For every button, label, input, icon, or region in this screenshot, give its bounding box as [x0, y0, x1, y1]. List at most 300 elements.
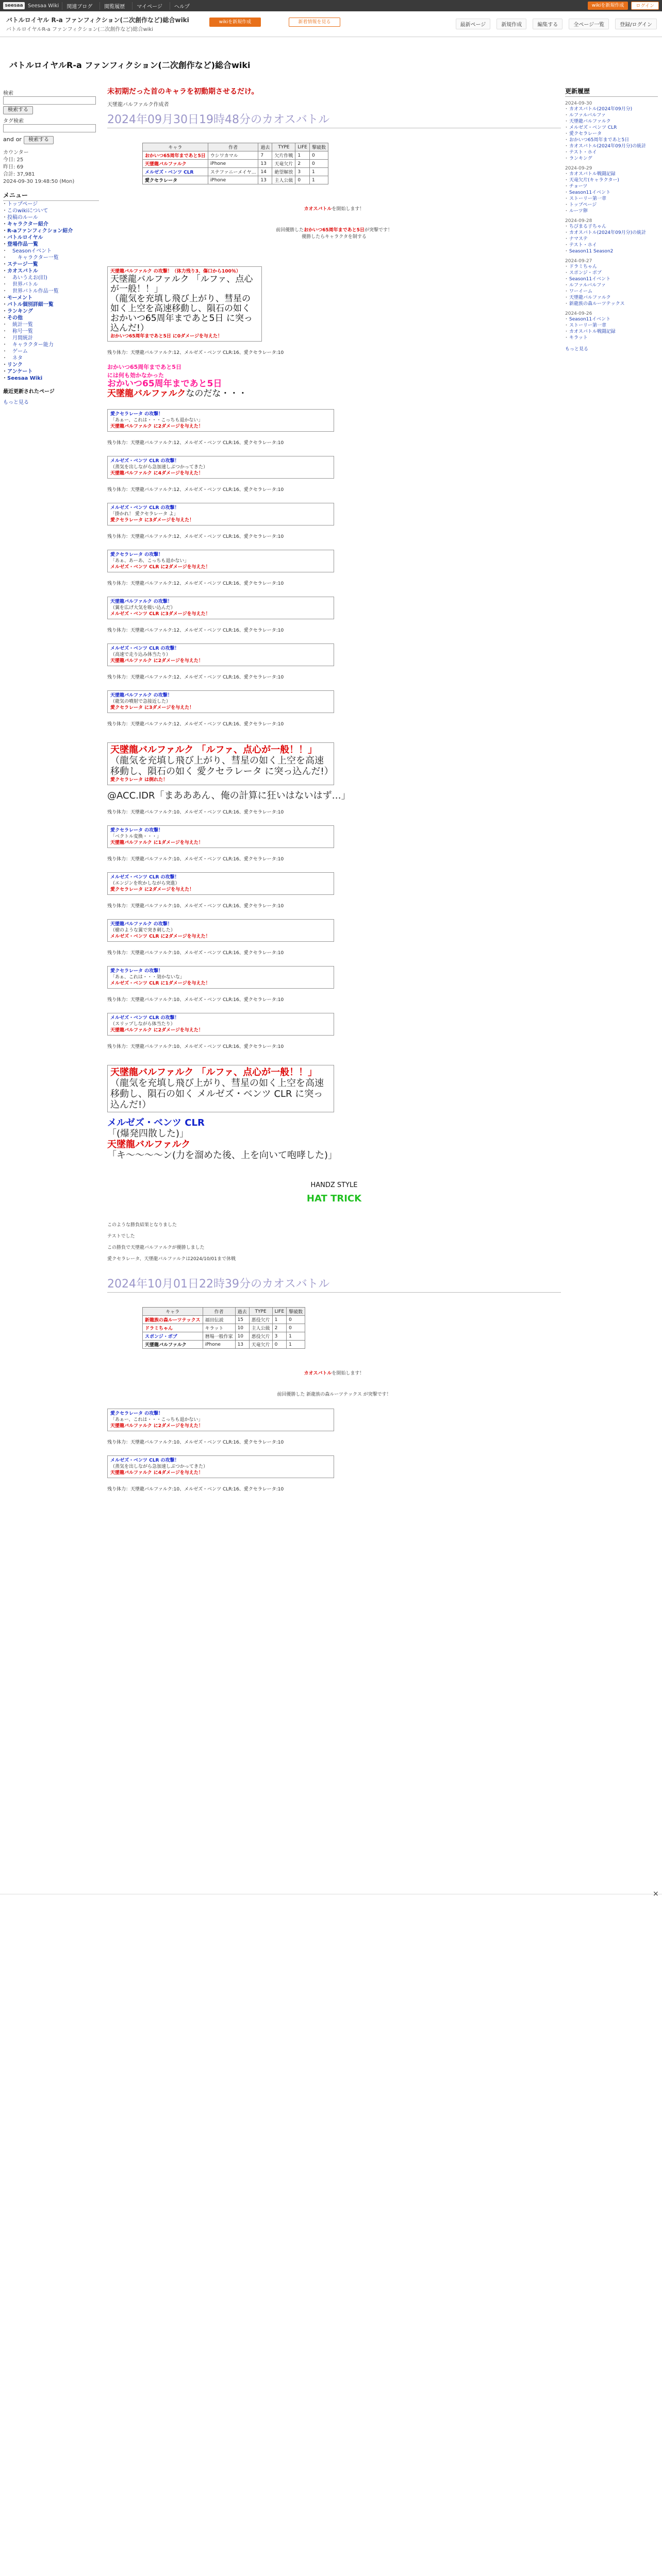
log-text: [108, 967, 213, 988]
recent-pages-heading: 最近更新されたページ: [3, 389, 55, 395]
remaining-hp: 残り体力：天墜龍バルファルク:12、メルゼズ・ベンツ CLR:16、愛クセラレータ:10: [107, 628, 284, 633]
log-quote: （翼を広げ大気を吸い込んだ）: [110, 605, 176, 611]
header-news-button[interactable]: 新着情報を見る: [289, 18, 340, 27]
table-cell: 0: [309, 160, 328, 168]
table-row: [143, 1316, 305, 1324]
start-label-2[interactable]: カオスバトル: [304, 1371, 332, 1376]
menu-item[interactable]: ・ キャラクター紹介: [3, 221, 99, 228]
log-text: [108, 1065, 334, 1112]
update-item[interactable]: ・ カオスバトル(2024年09月分)の統計: [565, 143, 658, 149]
update-item[interactable]: ・ Season11イベント: [565, 316, 658, 323]
menu-item[interactable]: ・ アンケート: [3, 368, 99, 375]
log-damage: 天墜龍バルファルク に4ダメージを与えた！: [110, 471, 203, 476]
log-attacker: 天墜龍バルファルク の攻撃！: [110, 599, 172, 604]
log-text: [108, 1013, 206, 1035]
menu-item[interactable]: ・ ランキング: [3, 308, 99, 315]
menu-item[interactable]: ・ トップページ: [3, 201, 99, 208]
attack-log: [107, 503, 334, 526]
log-row: [108, 826, 334, 848]
table-cell: 0: [309, 151, 328, 160]
pink-big: [107, 379, 561, 389]
and-radio-label[interactable]: and: [3, 136, 14, 143]
log-row: [108, 1065, 334, 1112]
update-item[interactable]: ・ ストーリー第一章: [565, 323, 658, 329]
log-text: [108, 826, 206, 848]
update-date: 2024-09-27: [565, 259, 592, 264]
log-damage: メルゼズ・ベンツ CLR に2ダメージを与えた！: [110, 934, 210, 939]
battle1-title: 2024年09月30日19時48分のカオスバトル: [107, 111, 561, 128]
update-item[interactable]: ・ 天墜龍バルファルク: [565, 295, 658, 301]
log-text: [108, 597, 213, 619]
table-cell: 10: [235, 1332, 249, 1341]
log-row: [108, 920, 334, 941]
attack-log: [107, 690, 334, 713]
log-quote: （蒸気を出しながら急加速しぶつかってきた）: [110, 1464, 208, 1469]
col-past: 過去: [235, 1308, 249, 1316]
nav-all-pages[interactable]: 全ページ一覧: [569, 19, 609, 29]
update-date: 2024-09-28: [565, 218, 592, 224]
log1-line0: 天墜龍バルファルク の攻撃！（体力残り3、傷口から100％）: [110, 269, 241, 274]
start-label[interactable]: カオスバトル: [304, 207, 332, 212]
menu-item[interactable]: ・ バトルロイヤル: [3, 234, 99, 241]
log-damage: 天墜龍バルファルク に2ダメージを与えた！: [110, 1423, 203, 1429]
attack-logs: [107, 409, 561, 727]
menu-item[interactable]: ・ リンク: [3, 362, 99, 368]
note1-chara: おかいつ65周年まであと5日: [304, 228, 365, 233]
counter-total: 合計: 37,981: [3, 172, 35, 177]
log-text: [108, 503, 196, 525]
pink-message: [107, 363, 561, 399]
finish1-a: 天墜龍バルファルク 「ルファ、点心が一般！！」: [110, 744, 318, 755]
menu-item[interactable]: ・ Seesaa Wiki: [3, 375, 99, 382]
update-item[interactable]: ・ トップページ: [565, 202, 658, 208]
log-text: [108, 920, 213, 941]
update-item[interactable]: ・ カオスバトル(2024年09月分): [565, 106, 658, 112]
table-cell: ステファニーメイヤ...: [208, 168, 258, 176]
counter-yesterday: 昨日: 69: [3, 164, 24, 170]
log-damage: 愛クセラレータ に3ダメージを与えた！: [110, 518, 194, 523]
attack-log: [107, 550, 334, 572]
log1-line1: 天墜龍バルファルク 「ルファ、点心が一般！！」: [110, 274, 253, 294]
menu-item[interactable]: ・ キャラクター能力: [3, 342, 99, 348]
log-row: [108, 503, 334, 525]
login-button[interactable]: ログイン: [631, 2, 659, 10]
counter-date: 2024-09-30 19:48:50 (Mon): [3, 179, 75, 184]
site-title[interactable]: バトルロイヤル R-a ファンフィクション(二次創作など)総合wiki: [6, 16, 189, 24]
table-cell: 1: [272, 1316, 287, 1324]
log-row: [108, 597, 334, 619]
left-sidebar: [3, 87, 99, 405]
update-item[interactable]: ・ テスト・ホイ: [565, 149, 658, 156]
update-item[interactable]: ・ Season11イベント: [565, 276, 658, 282]
counter-heading: カウンター: [3, 150, 29, 156]
update-item[interactable]: ・ 愛クセラレータ: [565, 131, 658, 137]
search-input[interactable]: [3, 96, 96, 105]
remaining-hp: 残り体力：天墜龍バルファルク:10、メルゼズ・ベンツ CLR:16、愛クセラレータ:10: [107, 1044, 284, 1049]
log-row: [108, 410, 334, 431]
update-item[interactable]: ・ 新龍族の森ルーツテックス: [565, 301, 658, 307]
table-cell: 3: [272, 1332, 287, 1341]
tag-search-input[interactable]: [3, 124, 96, 132]
table-cell: 0: [272, 1341, 287, 1349]
update-item[interactable]: ・ ルファルバルファ: [565, 112, 658, 118]
table-cell[interactable]: 新龍族の森ルーツテックス: [143, 1316, 203, 1324]
header-nav: [456, 19, 657, 29]
update-item[interactable]: ・ チョーツ: [565, 183, 658, 190]
menu-item[interactable]: ・ このwikiについて: [3, 208, 99, 214]
battle2-title: 2024年10月01日22時39分のカオスバトル: [107, 1275, 561, 1293]
log-attacker: メルゼズ・ベンツ CLR の攻撃！: [110, 1015, 179, 1021]
table-cell[interactable]: スポンジ・ボブ: [143, 1332, 203, 1341]
table-cell: 主人公級: [249, 1324, 272, 1332]
update-list: [565, 106, 658, 162]
top-tab-1[interactable]: 閲覧履歴: [100, 2, 129, 10]
finish2-e: 天墜龍バルファルク: [107, 1139, 191, 1150]
table-cell[interactable]: 天墜龍バルファルク: [143, 1341, 203, 1349]
nav-edit[interactable]: 編集する: [533, 19, 562, 29]
update-item[interactable]: ・ 天墜龍バルファルク: [565, 118, 658, 125]
battle2-start-text: [107, 1369, 561, 1376]
log-attacker: メルゼズ・ベンツ CLR の攻撃！: [110, 459, 179, 464]
menu-item[interactable]: ・ あいうえお(旧): [3, 275, 99, 281]
table-header-row: [143, 1308, 305, 1316]
log-quote: （龍気の噴射で急接近した）: [110, 699, 171, 704]
search-button[interactable]: 検索する: [3, 106, 33, 114]
table-cell: 1: [309, 168, 328, 176]
page-intro: 未初期だった首のキャラを初動期させるだけ。: [107, 88, 259, 96]
log-quote: 「あぁー、これは・・・こっちも退かない」: [110, 418, 203, 423]
update-item[interactable]: ・ ストーリー第一章: [565, 196, 658, 202]
update-item[interactable]: ・ ルーツ卵: [565, 208, 658, 214]
menu-item[interactable]: ・ 統計一覧: [3, 321, 99, 328]
recent-pages-more-link[interactable]: もっと見る: [3, 400, 29, 405]
table-cell: 暦場一般作家: [203, 1332, 235, 1341]
nav-new-page[interactable]: 新規作成: [496, 19, 526, 29]
attack-log: [107, 409, 334, 432]
table-cell: 1: [287, 1341, 305, 1349]
table-header-row: [143, 143, 328, 151]
update-item[interactable]: ・ ランキング: [565, 156, 658, 162]
table-cell[interactable]: ドラミちゃん: [143, 1324, 203, 1332]
col-type: TYPE: [249, 1308, 272, 1316]
menu-item[interactable]: ・ 投稿のルール: [3, 214, 99, 221]
log-row: [108, 1409, 334, 1431]
log-quote: 「あぁー、これは・・・こっちも退かない」: [110, 1417, 203, 1422]
close-icon[interactable]: ×: [653, 1890, 659, 1898]
menu-item[interactable]: ・ カオスバトル: [3, 268, 99, 275]
log-text: [108, 550, 213, 572]
table-cell: 0: [287, 1316, 305, 1324]
col-life: LIFE: [295, 143, 310, 151]
log-row: [108, 1456, 334, 1478]
col-chara: キャラ: [143, 143, 208, 151]
log-attacker: 愛クセラレータ の攻撃！: [110, 828, 163, 833]
update-list: [565, 264, 658, 307]
menu-item[interactable]: ・ 世界バトル作品一覧: [3, 288, 99, 295]
update-item[interactable]: ・ ちびまる子ちゃん: [565, 224, 658, 230]
col-chara: キャラ: [143, 1308, 203, 1316]
finish2-box: [107, 1065, 334, 1112]
remaining-hp: 残り体力：天墜龍バルファルク:12、メルゼズ・ベンツ CLR:16、愛クセラレータ:10: [107, 722, 284, 727]
update-item[interactable]: ・ 天竜欠片(キャラクター): [565, 177, 658, 183]
top-tab-3[interactable]: ヘルプ: [170, 2, 194, 10]
wiki-title[interactable]: バトルロイヤルR-a ファンフィクション(二次創作など)総合wiki: [9, 60, 251, 70]
log-text: [108, 456, 210, 478]
finish1-box: [107, 742, 334, 785]
table-cell: 福田伝説: [203, 1316, 235, 1324]
log-quote: （蒸気を出しながら急加速しぶつかってきた）: [110, 465, 208, 470]
header-create-wiki-button[interactable]: wikiを新規作成: [209, 18, 261, 27]
table-row: [143, 1332, 305, 1341]
top-tab-2[interactable]: マイページ: [132, 2, 167, 10]
top-tab-0[interactable]: 関連ブログ: [62, 2, 96, 10]
finish2-a: 天墜龍バルファルク 「ルファ、点心が一般！！」: [110, 1067, 318, 1078]
table-row: [143, 168, 328, 176]
update-item[interactable]: ・ カオスバトル戦闘記録: [565, 329, 658, 335]
create-wiki-button[interactable]: wikiを新規作成: [588, 2, 628, 10]
remaining-hp: 残り体力：天墜龍バルファルク:12、メルゼズ・ベンツ CLR:16、愛クセラレータ:10: [107, 534, 284, 539]
log-row: [108, 644, 334, 666]
log-damage: 天墜龍バルファルク に2ダメージを与えた！: [110, 1028, 203, 1033]
menu-item[interactable]: ・ R-aファンフィクション紹介: [3, 228, 99, 234]
remaining-hp: 残り体力：天墜龍バルファルク:10、メルゼズ・ベンツ CLR:16、愛クセラレータ:10: [107, 1440, 284, 1445]
log-damage: 天墜龍バルファルク に2ダメージを与えた！: [110, 658, 203, 664]
table-cell: 絶望解放: [272, 168, 295, 176]
menu-item[interactable]: ・ キャラクター一覧: [3, 255, 99, 261]
log-damage: 愛クセラレータ に3ダメージを与えた！: [110, 705, 194, 710]
battle1-rows: [143, 151, 328, 184]
table-cell[interactable]: 天墜龍バルファルク: [143, 160, 208, 168]
recent-updates-list: [565, 101, 658, 341]
log-quote: （スリップしながら体当たり）: [110, 1022, 175, 1027]
log-damage: 天墜龍バルファルク に4ダメージを与えた！: [110, 1470, 203, 1476]
finish1-b: （龍気を充填し飛び上がり、彗星の如く上空を高速移動し、隕石の如く 愛クセラレータ に突っ込んだ!）: [110, 755, 334, 777]
battle2-note: 前回優勝した 新龍族の森ルーツテックス が突撃です！: [277, 1392, 391, 1397]
table-row: [143, 176, 328, 184]
update-item[interactable]: ・ Season11イベント: [565, 190, 658, 196]
site-subtitle: バトルロイヤルR-a ファンフィクション(二次創作など)総合wiki: [6, 27, 153, 32]
log-attacker: 愛クセラレータ の攻撃！: [110, 412, 163, 417]
table-cell: iPhone: [203, 1341, 235, 1349]
log-text: [108, 873, 196, 894]
log-attacker: メルゼズ・ベンツ CLR の攻撃！: [110, 875, 179, 880]
update-item[interactable]: ・ Season11 Season2: [565, 248, 658, 255]
table-cell: 7: [258, 151, 272, 160]
nav-register-login[interactable]: 登録/ログイン: [615, 19, 657, 29]
update-item[interactable]: ・ カオスバトル(2024年09月分)の統計: [565, 230, 658, 236]
table-cell: キラット: [203, 1324, 235, 1332]
attack-log: [107, 872, 334, 895]
table-cell: iPhone: [208, 176, 258, 184]
table-cell: 0: [295, 176, 310, 184]
update-date: 2024-09-29: [565, 166, 592, 171]
note1-suffix: が突撃です！: [364, 228, 392, 233]
menu-item[interactable]: ・ ネタ: [3, 355, 99, 362]
brand-label[interactable]: Seesaa Wiki: [28, 3, 59, 9]
result-lines: [107, 1219, 561, 1265]
pink-line1: おかいつ65周年まであと5日: [107, 364, 181, 370]
menu-item[interactable]: ・ 登場作品一覧: [3, 241, 99, 248]
finish1-c: 愛クセラレータ は倒れた！: [110, 777, 168, 783]
log-damage: 天墜龍バルファルク に2ダメージを与えた！: [110, 424, 203, 429]
log-text: [108, 1456, 210, 1478]
update-item[interactable]: ・ ナマステ: [565, 236, 658, 242]
remaining-hp: 残り体力：天墜龍バルファルク:12、メルゼズ・ベンツ CLR:16、愛クセラレータ:10: [107, 675, 284, 680]
tag-search-options: [3, 134, 99, 144]
result-line-1: テストでした: [107, 1234, 135, 1239]
remaining-hp: 残り体力：天墜龍バルファルク:10、メルゼズ・ベンツ CLR:16、愛クセラレータ:10: [107, 997, 284, 1003]
attack-log: [107, 1013, 334, 1036]
battle-note: [107, 227, 561, 241]
table-cell[interactable]: おかいつ65周年まであと5日: [143, 151, 208, 160]
table-cell: 2: [272, 1324, 287, 1332]
table-cell: 悪役欠片: [249, 1332, 272, 1341]
table-cell: 13: [258, 160, 272, 168]
table-cell[interactable]: メルゼズ・ベンツ CLR: [143, 168, 208, 176]
attack-logs-3: [107, 1409, 561, 1492]
table-cell: 主人公級: [272, 176, 295, 184]
search-label: 検索: [3, 91, 13, 96]
finish2-b: （龍気を充填し飛び上がり、彗星の如く上空を高速移動し、隕石の如く メルゼズ・ベンツ CLR に突っ込んだ!）: [110, 1078, 324, 1110]
log-text: [108, 267, 261, 341]
menu-item[interactable]: ・ Seasonイベント: [3, 248, 99, 255]
update-item[interactable]: ・ おかいつ65周年まであと5日: [565, 137, 658, 143]
remaining-hp: 残り体力：天墜龍バルファルク:10、メルゼズ・ベンツ CLR:16、愛クセラレータ:10: [107, 1487, 284, 1492]
update-item[interactable]: ・ キラット: [565, 335, 658, 341]
pink-big-chara: おかいつ65周年まであと5日: [107, 379, 222, 389]
log-damage: 天墜龍バルファルク に1ダメージを与えた！: [110, 840, 203, 845]
nav-latest-pages[interactable]: 最新ページ: [456, 19, 491, 29]
log-row: [108, 691, 334, 713]
attack-log: [107, 1409, 334, 1431]
attack-log: [107, 597, 334, 619]
recent-updates-more-link[interactable]: もっと見る: [565, 347, 589, 352]
update-item[interactable]: ・ テスト・ホイ: [565, 242, 658, 248]
menu-item[interactable]: ・ バトル個別詳細一覧: [3, 301, 99, 308]
table-cell: 3: [295, 168, 310, 176]
pink-line2: には何も効かなかった: [107, 372, 164, 379]
table-cell: 1: [309, 176, 328, 184]
start-suffix: を開始します！: [332, 207, 365, 212]
update-date: 2024-09-30: [565, 101, 592, 106]
update-item[interactable]: ・ ルファルバルファ: [565, 282, 658, 289]
finish2-c: メルゼズ・ベンツ CLR: [107, 1117, 205, 1128]
tag-search-label: タグ検索: [3, 118, 24, 124]
remaining-hp: 残り体力：天墜龍バルファルク:12、メルゼズ・ベンツ CLR:16、愛クセラレータ:10: [107, 581, 284, 586]
table-cell: ウシワカマル: [208, 151, 258, 160]
log-quote: （エンジンを吹かしながら突進）: [110, 881, 180, 886]
log-row: [108, 267, 261, 341]
table-cell: 欠片作戦: [272, 151, 295, 160]
remaining-hp: 残り体力：天墜龍バルファルク:12、メルゼズ・ベンツ CLR:16、愛クセラレータ:10: [107, 487, 284, 493]
attack-log: [107, 643, 334, 666]
log-attacker: メルゼズ・ベンツ CLR の攻撃！: [110, 505, 179, 511]
log-row: [108, 873, 334, 894]
menu-item[interactable]: ・ 称号一覧: [3, 328, 99, 335]
finish2-d: 「(爆発四散した)」: [107, 1128, 189, 1139]
table-cell: 14: [258, 168, 272, 176]
remaining-hp-1: 残り体力：天墜龍バルファルク:12、メルゼズ・ベンツ CLR:16、愛クセラレータ:10: [107, 350, 284, 355]
attack-log: [107, 1455, 334, 1478]
table-cell: 天竜欠片: [249, 1341, 272, 1349]
result-line-2: この勝負で天墜龍バルファルクが優勝しました: [107, 1245, 205, 1250]
log-text: [108, 743, 334, 785]
log-quote: 「あぁ、これは・・・効かないな」: [110, 975, 185, 980]
log-quote: （高速で走り込み体当たり）: [110, 652, 171, 657]
table-cell: 10: [235, 1324, 249, 1332]
top-bar: [0, 0, 662, 11]
hat-trick: HAT TRICK: [306, 1193, 362, 1204]
menu-item[interactable]: ・ ゲーム: [3, 348, 99, 355]
table-cell: 天竜欠片: [272, 160, 295, 168]
log-damage: メルゼズ・ベンツ CLR に2ダメージを与えた！: [110, 565, 210, 570]
log-row: [108, 743, 334, 785]
col-author: 作者: [208, 143, 258, 151]
menu-item[interactable]: ・ 世界バトル: [3, 281, 99, 288]
log-row: [108, 550, 334, 572]
log-text: [108, 1409, 206, 1431]
result-line-3: 愛クセラレータ、天墜龍バルファルクは2024/10/01まで休戦: [107, 1257, 236, 1262]
log-quote: 「ベクトル変換・・・」: [110, 834, 162, 839]
log-text: [108, 410, 206, 431]
or-radio-label[interactable]: or: [15, 136, 22, 143]
update-item[interactable]: ・ ドラミちゃん: [565, 264, 658, 270]
main-content: [107, 87, 561, 1492]
log-attacker: メルゼズ・ベンツ CLR の攻撃！: [110, 1458, 179, 1463]
wiki-title-band: [0, 37, 662, 74]
log-attacker: 天墜龍バルファルク の攻撃！: [110, 922, 172, 927]
battle1-table: [142, 143, 328, 184]
log-attacker: 愛クセラレータ の攻撃！: [110, 1411, 163, 1416]
remaining-hp: 残り体力：天墜龍バルファルク:10、メルゼズ・ベンツ CLR:16、愛クセラレータ:10: [107, 951, 284, 956]
menu-item[interactable]: ・ その他: [3, 315, 99, 321]
col-past: 過去: [258, 143, 272, 151]
attack-log: [107, 966, 334, 989]
update-list: [565, 224, 658, 255]
menu-item[interactable]: ・ 月間統計: [3, 335, 99, 342]
col-life: LIFE: [272, 1308, 287, 1316]
table-row: [143, 1341, 305, 1349]
log1-line3: おかいつ65周年まであと5日 に0ダメージを与えた！: [110, 334, 223, 339]
update-item[interactable]: ・ カオスバトル戦闘記録: [565, 171, 658, 177]
table-cell[interactable]: 愛クセラレータ: [143, 176, 208, 184]
log-attacker: 愛クセラレータ の攻撃！: [110, 969, 163, 974]
attack-log: [107, 456, 334, 479]
update-item[interactable]: ・ メルゼズ・ベンツ CLR: [565, 125, 658, 131]
menu-item[interactable]: ・ ステージ一覧: [3, 261, 99, 268]
log-row: [108, 967, 334, 988]
tag-search-button[interactable]: 検索する: [24, 136, 54, 144]
remaining-hp-2: 残り体力：天墜龍バルファルク:10、メルゼズ・ベンツ CLR:16、愛クセラレータ:10: [107, 810, 284, 815]
seesaa-logo[interactable]: seesaa: [3, 2, 25, 9]
log-text: [108, 691, 196, 713]
update-item[interactable]: ・ スポンジ・ボブ: [565, 270, 658, 276]
table-row: [143, 160, 328, 168]
recent-updates-heading: 更新履歴: [565, 87, 658, 97]
col-type: TYPE: [272, 143, 295, 151]
note1-prefix: 前回優勝した: [276, 228, 304, 233]
log-row: [108, 456, 334, 478]
page-intro-author: 天墜龍バルファルク作成者: [107, 102, 169, 108]
table-cell: iPhone: [208, 160, 258, 168]
log-damage: メルゼズ・ベンツ CLR に1ダメージを与えた！: [110, 981, 210, 986]
log-quote: 「掛かれ！ 愛クセラレータ よ」: [110, 512, 178, 517]
update-item[interactable]: ・ ワーイーム: [565, 289, 658, 295]
update-list: [565, 316, 658, 341]
log-damage: 愛クセラレータ に2ダメージを与えた！: [110, 887, 194, 892]
menu-item[interactable]: ・ モーメント: [3, 295, 99, 301]
pink-big2-chara: 天墜龍バルファルク: [107, 388, 186, 399]
